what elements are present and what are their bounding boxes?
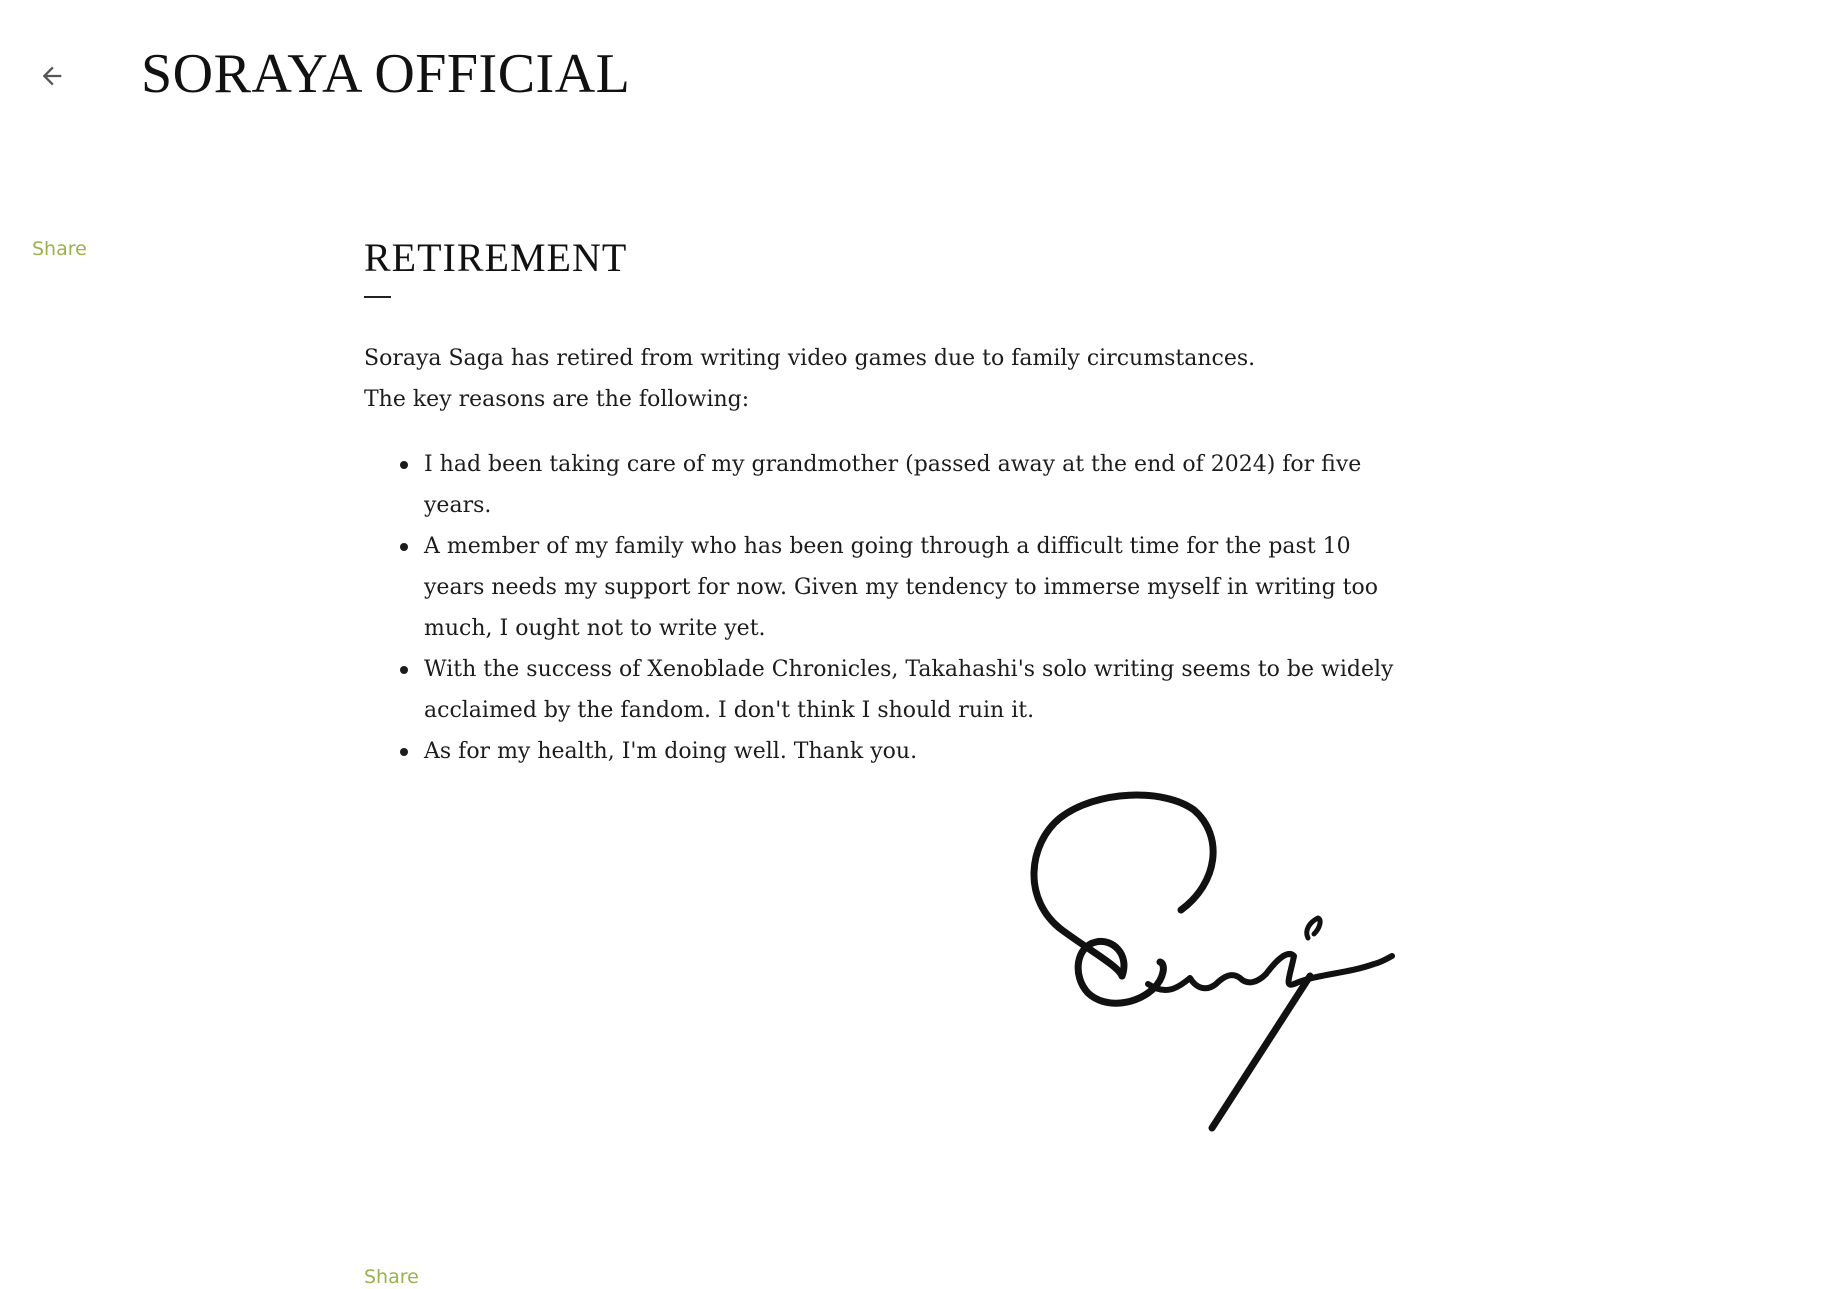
post-title: RETIREMENT — [364, 235, 628, 280]
list-item: A member of my family who has been going through a difficult time for the past 10 years needs my support for now. Given my tendency to immerse myself in writing too much, I ought not to write yet. — [424, 526, 1404, 649]
site-title[interactable]: SORAYA OFFICIAL — [141, 43, 631, 105]
list-item: With the success of Xenoblade Chronicles, Takahashi's solo writing seems to be widely acclaimed by the fandom. I don't think I should ruin it. — [424, 649, 1404, 731]
intro-line: Soraya Saga has retired from writing video games due to family circumstances. — [364, 346, 1256, 371]
list-item: I had been taking care of my grandmother (passed away at the end of 2024) for five years. — [424, 444, 1404, 526]
reasons-list — [364, 444, 1404, 772]
post-body — [364, 338, 1404, 772]
title-divider — [364, 296, 391, 298]
share-button-top[interactable]: Share — [32, 238, 87, 260]
post — [364, 232, 1404, 772]
signature-image — [1026, 788, 1406, 1133]
intro-line: The key reasons are the following: — [364, 387, 750, 412]
list-item: As for my health, I'm doing well. Thank you. — [424, 731, 1404, 772]
share-button-bottom[interactable]: Share — [364, 1266, 419, 1288]
arrow-left-icon — [38, 62, 66, 90]
back-button[interactable] — [28, 52, 76, 100]
